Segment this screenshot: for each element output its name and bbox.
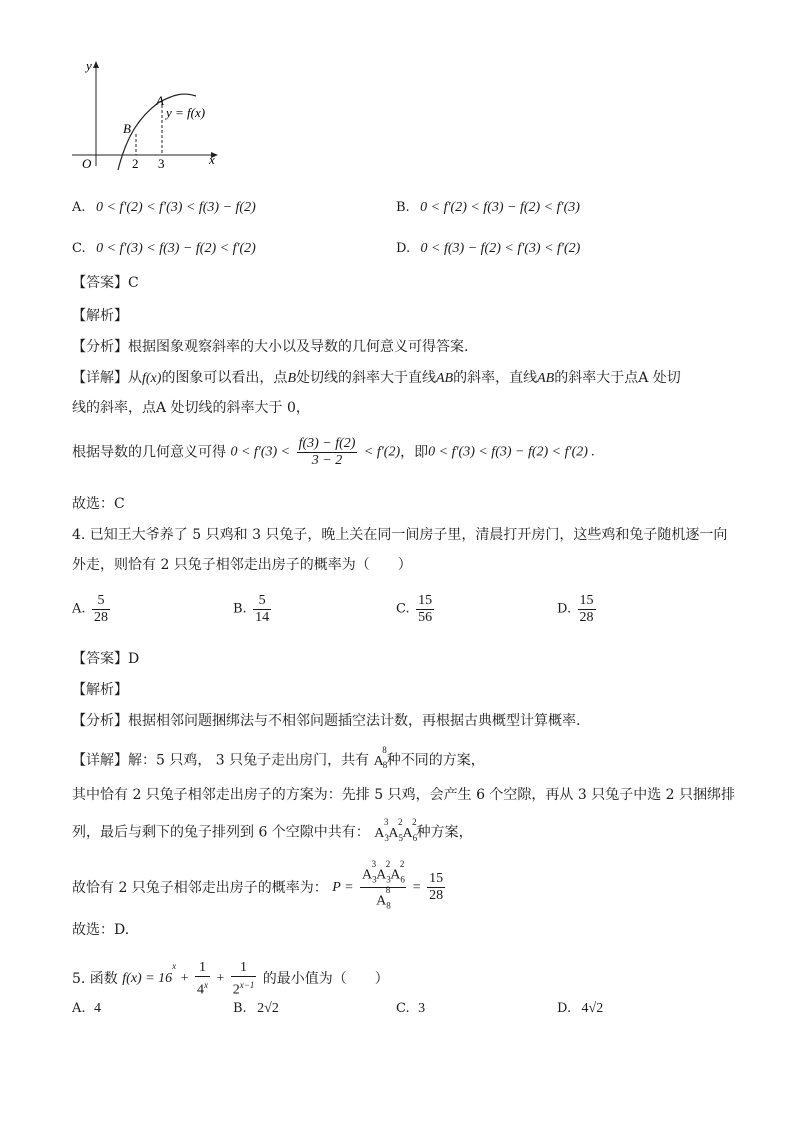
q3-fenxi xyxy=(72,337,468,357)
origin-label: O xyxy=(82,156,92,171)
q4-c-num: 15 xyxy=(418,593,433,608)
point-b-label: B xyxy=(123,121,131,136)
y-label: y xyxy=(86,58,92,73)
q3-line3-left: 0 < f′(3) < xyxy=(230,444,291,460)
tick-2: 2 xyxy=(132,156,139,171)
q3-answer-tag: 【答案】 xyxy=(72,275,128,291)
q3-option-a-text: 0 < f′(2) < f′(3) < f(3) − f(2) xyxy=(95,200,256,215)
q5-stem-b: 的最小值为（ ） xyxy=(262,971,389,987)
q3-xiangjie-line1 xyxy=(72,368,681,389)
q5-stem xyxy=(72,956,389,998)
q4-p-den-perm: $A_8^8$ xyxy=(376,885,391,911)
q4-option-d-letter: D. xyxy=(557,601,572,617)
q5-func: f(x) = 16 xyxy=(122,971,173,986)
q5-option-b-letter: B. xyxy=(233,1001,247,1016)
q3-xj-fx: f(x) xyxy=(142,371,162,386)
q3-xiangjie-tag: 【详解】 xyxy=(72,370,128,386)
q5-option-b xyxy=(233,998,279,1019)
point-a-label: A xyxy=(156,93,164,108)
q5-option-d-text: 4√2 xyxy=(581,1001,604,1016)
q4-fenxi-text: 根据相邻问题捆绑法与不相邻问题插空法计数，再根据古典概型计算概率. xyxy=(128,713,581,729)
y-axis-arrow xyxy=(93,61,99,68)
q3-option-b-text: 0 < f′(2) < f(3) − f(2) < f′(3) xyxy=(420,200,580,215)
q4-stem-line2: 外走，则恰有 2 只兔子相邻走出房子的概率为（ ） xyxy=(72,557,412,573)
q3-choice: 故选：C xyxy=(72,496,125,512)
q5-f1-num: 1 xyxy=(195,960,210,977)
q3-xj-B: B xyxy=(287,371,296,386)
curve-label: y = f(x) xyxy=(166,105,206,120)
q4-choice: 故选：D. xyxy=(72,922,130,938)
q3-option-d-text: 0 < f(3) − f(2) < f′(3) < f′(2) xyxy=(420,241,581,256)
perm-product: $A_3^3A_5^2A_6^2$ xyxy=(374,817,418,843)
q5-option-b-text: 2√2 xyxy=(257,1001,279,1016)
q5-f1-den xyxy=(195,977,210,999)
q4-analysis-tag: 【解析】 xyxy=(72,682,128,698)
q3-option-c xyxy=(72,238,256,259)
q5-frac-1 xyxy=(195,960,210,999)
q5-f1-exp: x xyxy=(203,979,208,990)
q4-fenxi xyxy=(72,711,580,731)
q3-option-a xyxy=(72,197,256,218)
x-label: x xyxy=(209,152,215,167)
q3-line3-right: < f′(2) xyxy=(363,444,401,460)
q4-option-c xyxy=(396,593,436,626)
q4-option-c-fraction xyxy=(416,593,434,626)
q4-xiangjie-tag: 【详解】 xyxy=(72,752,128,769)
q5-exp: x xyxy=(172,961,177,971)
q4-c-den: 56 xyxy=(418,610,433,625)
q4-p-result-den: 28 xyxy=(429,888,444,904)
q5-f2-num: 1 xyxy=(231,960,257,977)
q4-line4a: 故恰有 2 只兔子相邻走出房子的概率为： xyxy=(72,879,328,896)
q4-option-b-fraction xyxy=(253,593,271,626)
q3-option-b-letter: B. xyxy=(396,200,410,215)
q4-a-num: 5 xyxy=(92,593,110,610)
q3-analysis-tag: 【解析】 xyxy=(72,308,128,324)
q4-xiangjie-line1 xyxy=(72,746,485,775)
q4-probability xyxy=(72,859,447,914)
q5-option-a-text: 4 xyxy=(93,1001,101,1016)
q4-option-b-letter: B. xyxy=(233,601,247,617)
q3-xiangjie-line2: 线的斜率，点A 处切线的斜率大于 0， xyxy=(72,400,310,416)
q4-option-d-fraction xyxy=(578,593,596,626)
q4-option-b xyxy=(233,593,273,626)
q3-line3-end: 0 < f′(3) < f(3) − f(2) < f′(2) . xyxy=(428,444,595,460)
q3-answer-value: C xyxy=(128,275,139,291)
q4-option-a-letter: A. xyxy=(72,601,86,617)
q3-derivation xyxy=(72,436,595,469)
q5-option-a-letter: A. xyxy=(72,1001,86,1016)
q4-option-a xyxy=(72,593,112,626)
q3-option-d xyxy=(396,238,580,259)
q5-plus-1: + xyxy=(180,971,189,986)
q4-xj-1b: 种不同的方案， xyxy=(386,752,485,769)
q3-fenxi-tag: 【分析】 xyxy=(72,339,128,355)
q4-answer-tag: 【答案】 xyxy=(72,651,128,667)
q5-frac-2 xyxy=(231,960,257,999)
q3-xj-1b: 的图象可以看出，点 xyxy=(161,370,288,386)
q3-slope-den: 3 − 2 xyxy=(311,453,343,468)
q4-option-c-letter: C. xyxy=(396,601,410,617)
q3-answer xyxy=(72,273,139,293)
q3-option-c-letter: C. xyxy=(72,241,86,256)
q4-p-fraction xyxy=(360,859,406,914)
q4-stem-line1: 4. 已知王大爷养了 5 只鸡和 3 只兔子，晚上关在同一间房子里，清晨打开房门，这些鸡和兔子随机逐一向 xyxy=(72,527,728,543)
q4-d-num: 15 xyxy=(579,593,594,608)
q3-xj-1c: 处切线的斜率大于直线 xyxy=(296,370,436,386)
q5-option-a xyxy=(72,998,101,1019)
q4-b-num: 5 xyxy=(253,593,271,610)
q4-p-num-perm: $A_3^3A_3^2A_6^2$ xyxy=(360,862,406,888)
q4-p-eq: = xyxy=(412,879,421,895)
q5-stem-a: 5. 函数 xyxy=(72,971,118,987)
q4-line3b: 种方案， xyxy=(416,824,473,841)
q4-xiangjie-line3 xyxy=(72,818,473,847)
q3-xj-AB: AB xyxy=(436,371,454,386)
q3-line3-mid: ，即 xyxy=(400,444,429,461)
q4-p-result xyxy=(427,871,445,904)
q5-plus-2: + xyxy=(216,971,225,986)
q3-option-d-letter: D. xyxy=(396,241,411,256)
q5-option-c xyxy=(396,998,425,1019)
q5-f2-exp: x−1 xyxy=(239,979,255,990)
q4-b-den: 14 xyxy=(255,610,270,625)
q5-option-c-text: 3 xyxy=(418,1001,426,1016)
q3-option-a-letter: A. xyxy=(72,200,86,215)
q4-p-result-num: 15 xyxy=(429,871,444,887)
q4-line3a: 列，最后与剩下的兔子排列到 6 个空隙中共有： xyxy=(72,824,370,841)
q5-f1-den-base: 4 xyxy=(196,982,204,998)
q5-option-d-letter: D. xyxy=(557,1001,572,1016)
q4-p-label: P = xyxy=(332,879,354,895)
q5-f2-den-base: 2 xyxy=(232,982,240,998)
q4-xiangjie-line2: 其中恰有 2 只兔子相邻走出房子的方案为：先排 5 只鸡，会产生 6 个空隙，再从 3 只兔子中选 2 只捆绑排 xyxy=(72,787,736,803)
q4-option-a-fraction xyxy=(92,593,110,626)
q3-xj-1e: 的斜率大于点A 处切 xyxy=(554,370,681,386)
q3-slope-fraction xyxy=(297,436,358,469)
q4-d-den: 28 xyxy=(579,610,594,625)
q3-fenxi-text: 根据图象观察斜率的大小以及导数的几何意义可得答案. xyxy=(128,339,469,355)
q4-xj-1a: 解：5 只鸡， 3 只兔子走出房门，共有 xyxy=(128,752,370,769)
q4-a-den: 28 xyxy=(93,610,108,625)
q3-xj-1a: 从 xyxy=(128,370,142,386)
tick-3: 3 xyxy=(158,156,165,171)
q3-xj-1d: 的斜率，直线 xyxy=(453,370,538,386)
q5-option-d xyxy=(557,998,603,1019)
q4-answer-value: D xyxy=(128,651,140,667)
q4-option-d xyxy=(557,593,598,626)
q3-option-b xyxy=(396,197,580,218)
q5-f2-den xyxy=(231,977,257,999)
q3-slope-num: f(3) − f(2) xyxy=(298,436,356,451)
q4-answer xyxy=(72,649,139,669)
q5-option-c-letter: C. xyxy=(396,1001,410,1016)
q3-xj-AB2: AB xyxy=(537,371,555,386)
q3-option-c-text: 0 < f′(3) < f(3) − f(2) < f′(2) xyxy=(96,241,256,256)
q4-fenxi-tag: 【分析】 xyxy=(72,713,128,729)
function-graph xyxy=(66,58,246,173)
perm-a88: $A_8^8$ xyxy=(373,745,388,771)
q3-line3-pre: 根据导数的几何意义可得 xyxy=(72,444,226,461)
